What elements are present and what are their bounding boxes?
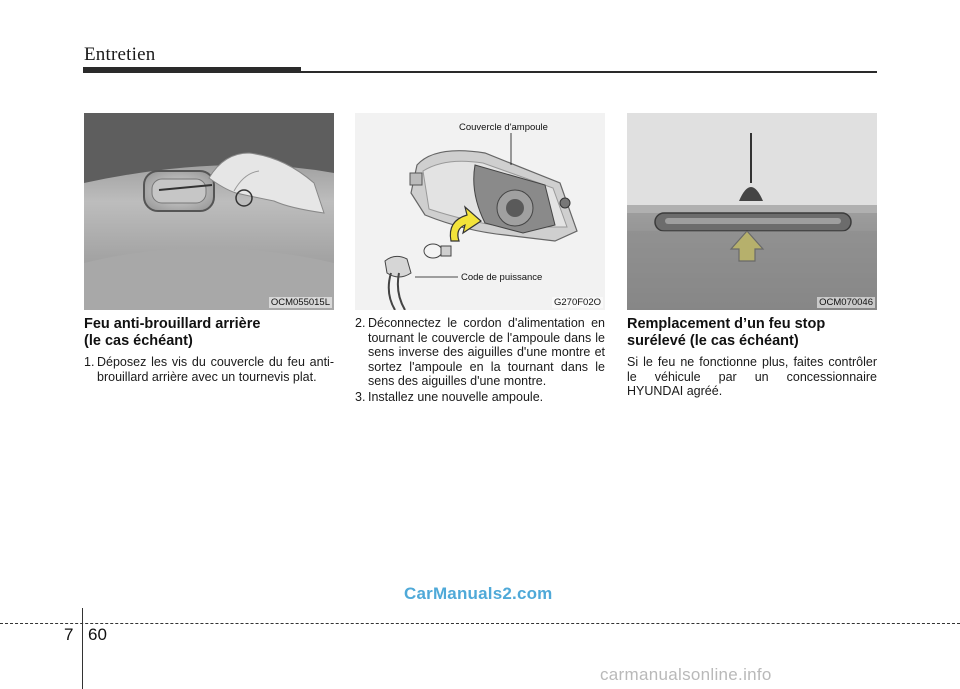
heading-line-2: (le cas échéant) [84, 333, 193, 349]
header-rule-thick [83, 67, 301, 73]
section-high-stop-lamp [627, 316, 877, 399]
step-text: Installez une nouvelle ampoule. [368, 389, 544, 404]
figure-code: OCM055015L [270, 297, 330, 308]
section-title: Entretien [84, 44, 156, 65]
stop-lamp-body: Si le feu ne fonctionne plus, faites contrôler le véhicule par un concessionnaire HYUNDAI agréé. [627, 355, 877, 398]
step-3 [355, 390, 605, 405]
rear-fog-lamp-photo-icon [84, 113, 334, 310]
figure-stop-lamp [627, 113, 877, 310]
high-mounted-stop-lamp-photo-icon [627, 113, 877, 310]
step-number: 2. [355, 316, 366, 330]
footer-rule [0, 623, 960, 624]
bulb-socket-diagram-icon [355, 113, 605, 310]
figure-code: OCM070046 [819, 297, 873, 308]
footer-divider [82, 608, 83, 689]
heading-rear-fog-lamp [84, 316, 334, 350]
step-1 [84, 355, 334, 384]
heading-line-2: surélevé (le cas échéant) [627, 333, 799, 349]
chapter-number: 7 [64, 625, 74, 644]
step-text: Déconnectez le cordon d'alimentation en tournant le couvercle de l'ampoule dans le sens inverse des aiguilles d'une montre et sortez l'ampoule en la tournant dans le sens des aiguilles d'une montre. [368, 316, 605, 388]
step-text: Déposez les vis du couvercle du feu anti-brouillard arrière avec un tournevis plat. [97, 355, 334, 384]
heading-line-1: Remplacement d’un feu stop [627, 316, 826, 332]
section-rear-fog-lamp [84, 316, 334, 384]
callout-bulb-cover: Couvercle d'ampoule [459, 122, 548, 133]
watermark-site[interactable]: carmanualsonline.info [600, 665, 772, 684]
step-number: 3. [355, 389, 366, 404]
page-number: 60 [88, 625, 107, 644]
section-steps-continued [355, 316, 605, 404]
step-number: 1. [84, 355, 95, 369]
step-2 [355, 316, 605, 389]
figure-bulb-socket [355, 113, 605, 310]
header-rule-thin [301, 71, 877, 73]
figure-rear-fog-lamp [84, 113, 334, 310]
heading-line-1: Feu anti-brouillard arrière [84, 316, 261, 332]
figure-code: G270F02O [554, 297, 601, 308]
heading-high-stop-lamp [627, 316, 877, 350]
watermark-link[interactable]: CarManuals2.com [404, 584, 553, 603]
callout-power-code: Code de puissance [461, 272, 543, 283]
